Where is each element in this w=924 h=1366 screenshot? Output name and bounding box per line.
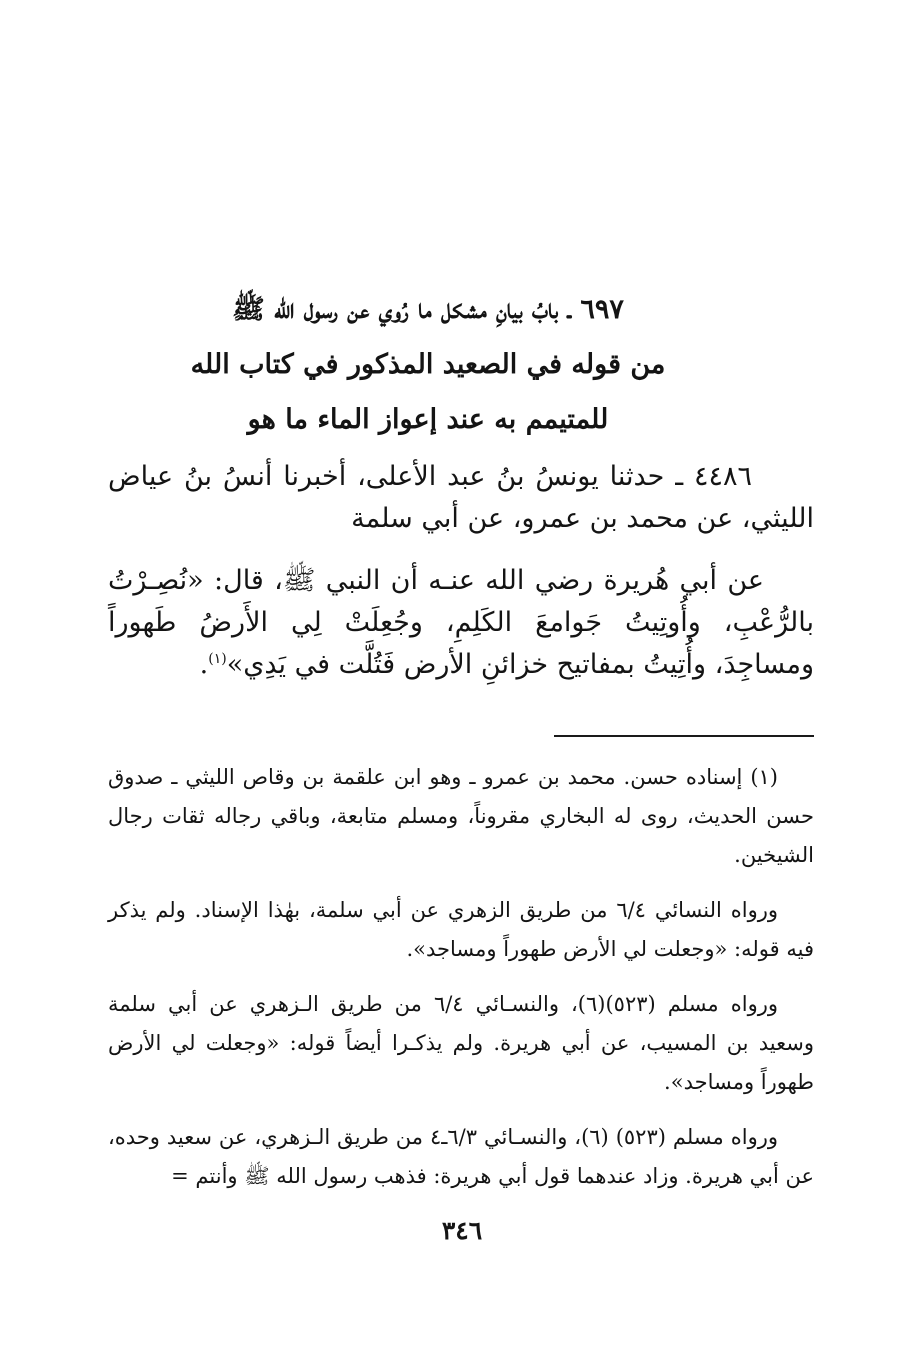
footnote-paragraph-1: (١) إسناده حسن. محمد بن عمرو ـ وهو ابن علقمة بن وقاص الليثي ـ صدوق حسن الحديث، روى له البخاري مقروناً، ومسلم متابعة، وباقي رجاله ثقات رجال الشيخين. — [108, 765, 814, 867]
chapter-heading-line-1: ٦٩٧ ـ بابُ بيانِ مشكل ما رُوي عن رسول الله ﷺ — [232, 294, 624, 325]
chapter-heading — [108, 282, 748, 447]
chapter-heading-line-2: من قوله في الصعيد المذكور في كتاب الله — [190, 349, 666, 380]
chapter-heading-line-3: للمتيمم به عند إعواز الماء ما هو — [247, 404, 609, 435]
hadith-isnad: ٤٤٨٦ ـ حدثنا يونسُ بنُ عبد الأعلى، أخبرنا أنسُ بنُ عياض الليثي، عن محمد بن عمرو، عن أبي سلمة — [108, 461, 814, 534]
hadith-matn: عن أبي هُريرة رضي الله عنـه أن النبي ﷺ، قال: «نُصِـرْتُ بالرُّعْبِ، وأُوتِيتُ جَوامعَ الكَلِمِ، وجُعِلَتْ لِي الأَرضُ طَهوراً ومساجِدَ، وأُتِيتُ بمفاتيح خزائنِ الأرض فَتُلَّت في يَدِي» — [108, 565, 814, 680]
hadith-matn-paragraph: عن أبي هُريرة رضي الله عنـه أن النبي ﷺ، قال: «نُصِـرْتُ بالرُّعْبِ، وأُوتِيتُ جَوامعَ الكَلِمِ، وجُعِلَتْ لِي الأَرضُ طَهوراً ومساجِدَ، وأُتِيتُ بمفاتيح خزائنِ الأرض فَتُلَّت في يَدِي»$^{(١)}$. — [108, 565, 814, 680]
hadith-text — [108, 456, 814, 686]
footnote-paragraph-2: ورواه النسائي ٦/٤ من طريق الزهري عن أبي سلمة، بهٰذا الإسناد. ولم يذكر فيه قوله: «وجعلت لي الأرض طهوراً ومساجد». — [108, 898, 814, 961]
footnote-separator — [554, 735, 814, 737]
footnotes-section — [108, 758, 814, 1212]
footnote-paragraph-4: ورواه مسلم (٥٢٣) (٦)، والنسـائي ٦/٣ـ٤ من طريق الـزهري، عن سعيد وحده، عن أبي هريرة. وزاد عندهما قول أبي هريرة: فذهب رسول الله ﷺ وأنتم = — [108, 1125, 814, 1188]
page-number: ٣٤٦ — [441, 1216, 483, 1245]
footnote-paragraph-3: ورواه مسلم (٥٢٣)(٦)، والنسـائي ٦/٤ من طريق الـزهري عن أبي سلمة وسعيد بن المسيب، عن أبي هريرة. ولم يذكـرا أيضاً قوله: «وجعلت لي الأرض طهوراً ومساجد». — [108, 992, 814, 1094]
footnote-reference: (١) — [208, 651, 227, 667]
